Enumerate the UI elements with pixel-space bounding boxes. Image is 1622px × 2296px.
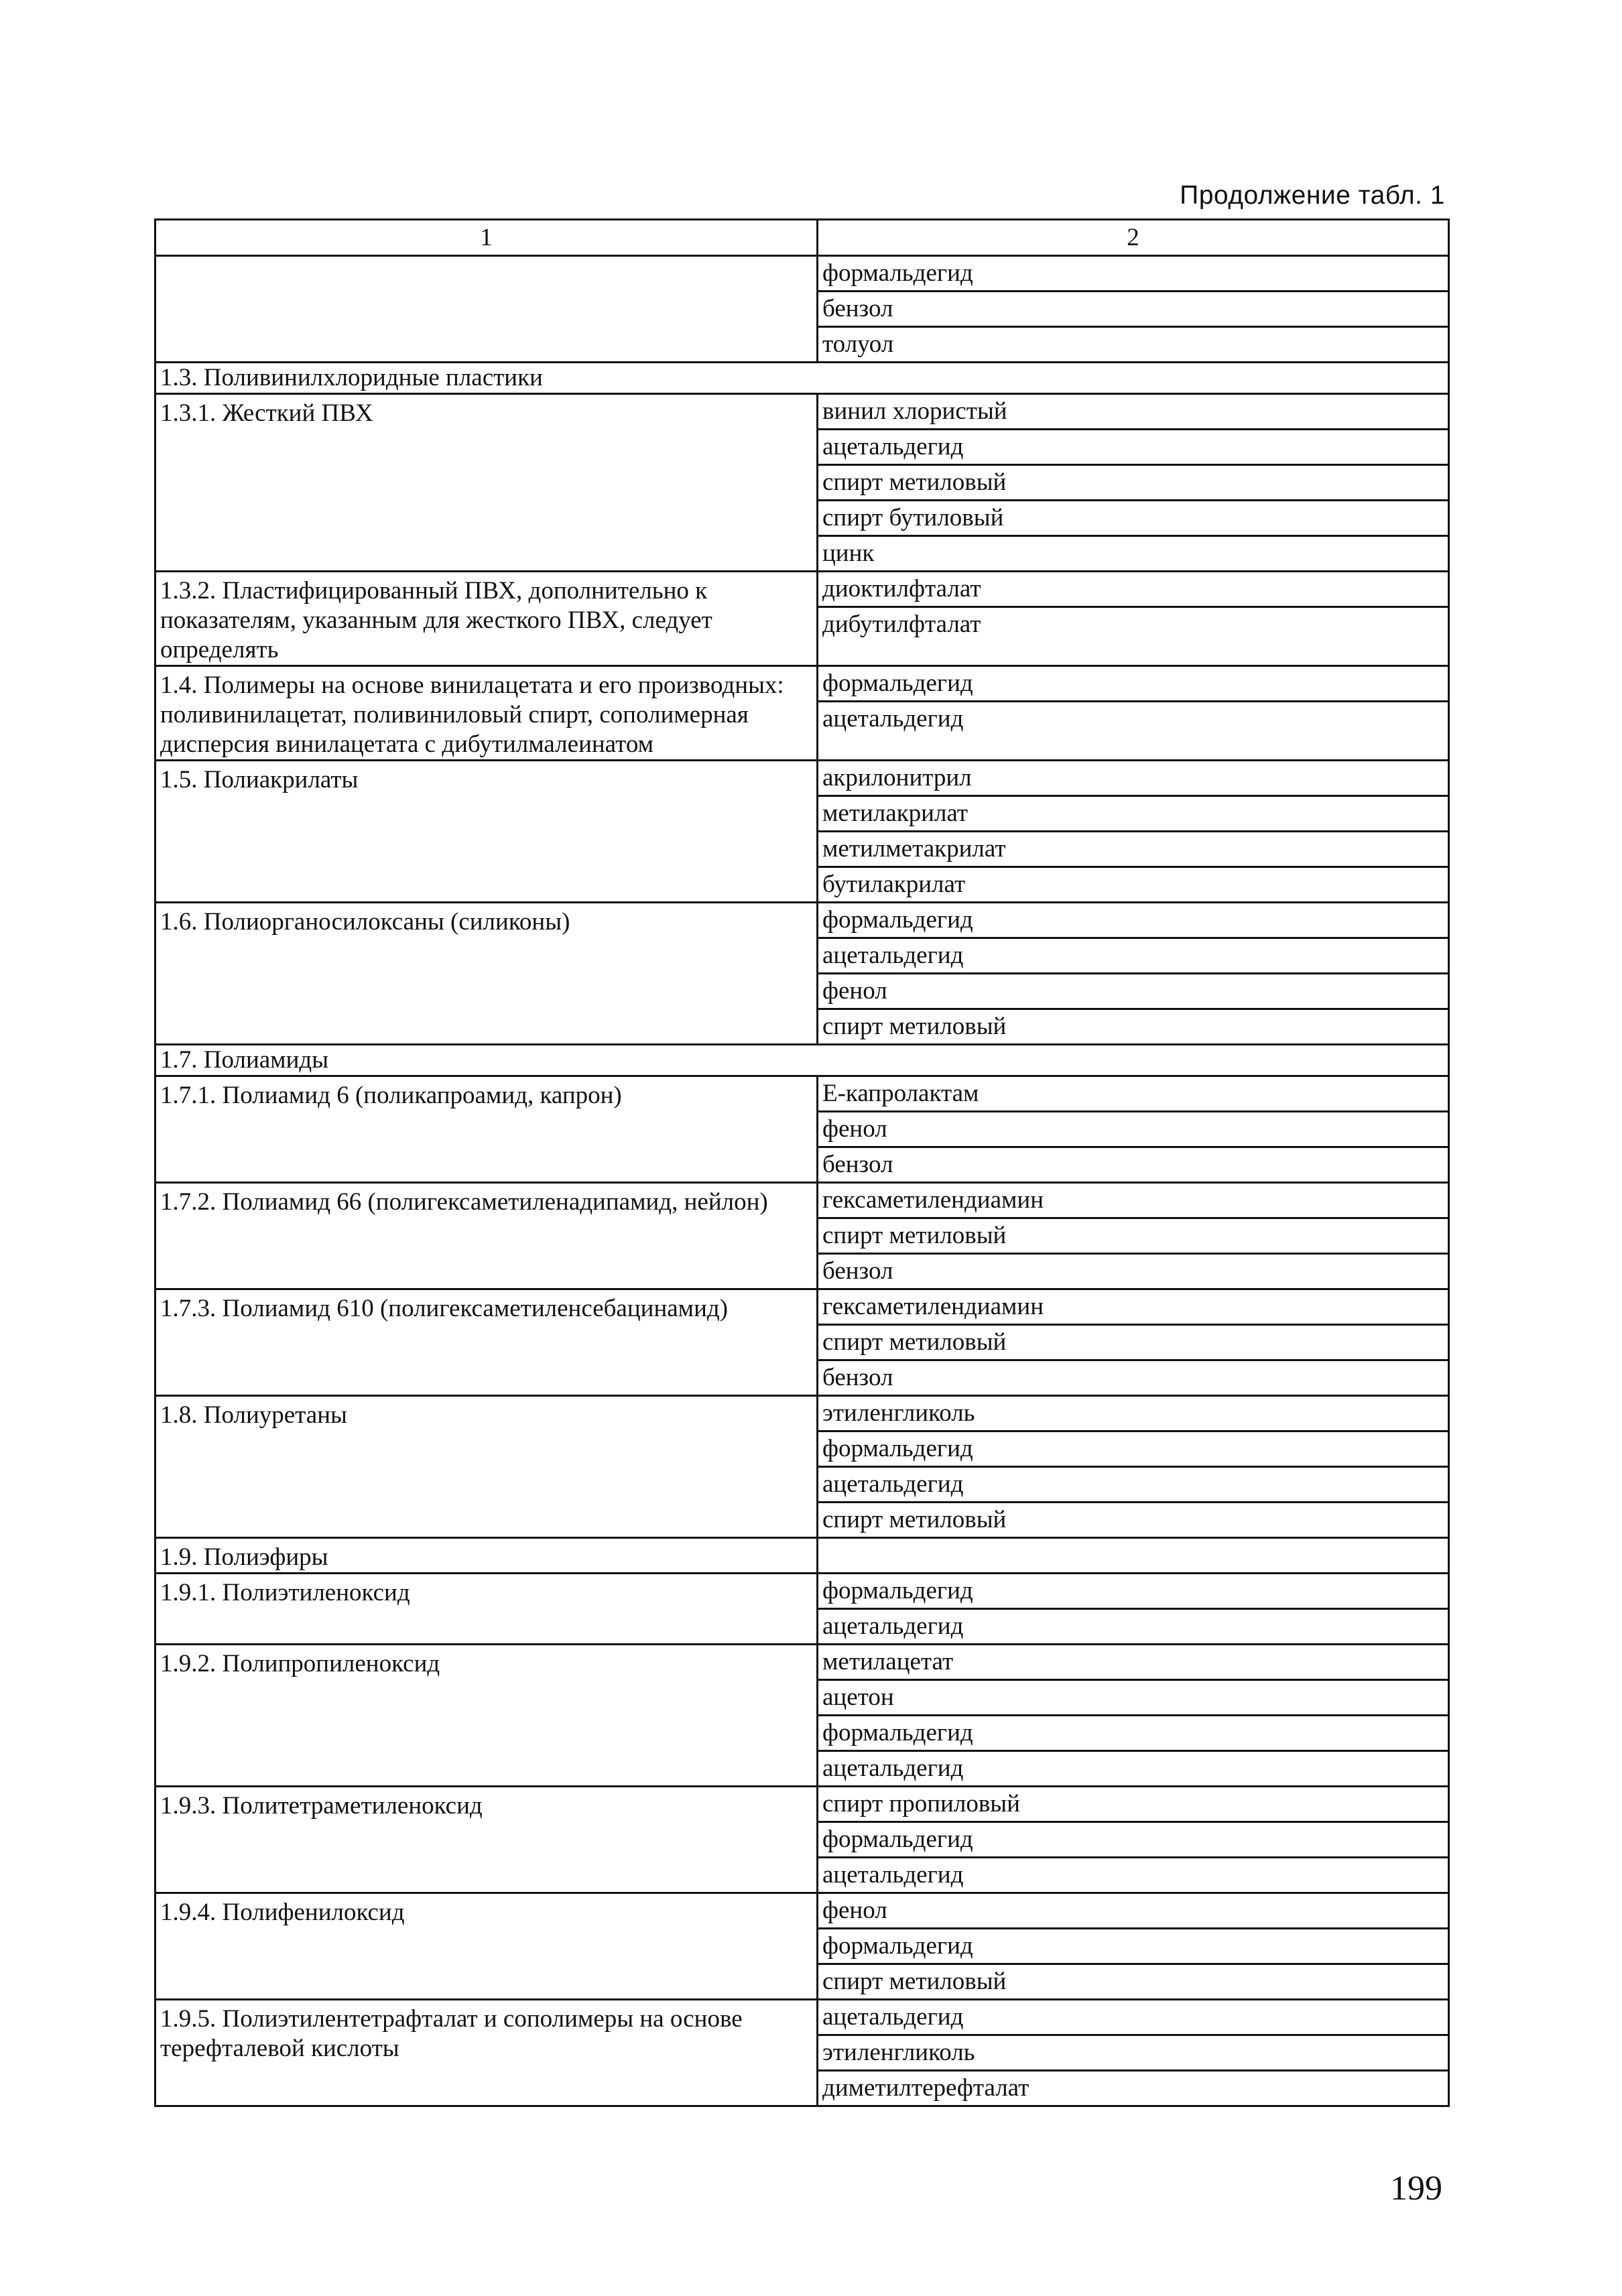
- substances-cell: [818, 1787, 1449, 1893]
- substance-item: Е-капролактам: [818, 1077, 1448, 1112]
- substance-item: ацетальдегид: [822, 1612, 964, 1640]
- substance-item: фенол: [818, 1894, 1448, 1929]
- material-cell: [155, 1289, 818, 1396]
- material-name: 1.7.1. Полиамид 6 (поликапроамид, капрон): [160, 1082, 622, 1109]
- material-cell: [155, 2000, 818, 2106]
- substance-item: дибутилфталат: [822, 611, 981, 638]
- substance-item: акрилонитрил: [818, 761, 1448, 797]
- substances-cell: [818, 1538, 1449, 1574]
- table-row: [155, 256, 1449, 363]
- section-heading: 1.3. Поливинилхлоридные пластики: [155, 363, 1449, 394]
- substance-item: спирт метиловый: [818, 1326, 1448, 1361]
- table-row: [155, 1183, 1449, 1289]
- substance-item: ацетальдегид: [818, 430, 1448, 466]
- material-name: 1.3.1. Жесткий ПВХ: [160, 399, 373, 427]
- material-name: 1.9.4. Полифенилоксид: [160, 1899, 405, 1926]
- material-name: 1.9.1. Полиэтиленоксид: [160, 1579, 410, 1606]
- substances-cell: [818, 394, 1449, 572]
- substance-item: формальдегид: [818, 1823, 1448, 1858]
- substance-item: цинк: [822, 539, 875, 567]
- substance-item: метилметакрилат: [818, 832, 1448, 868]
- table-row: [155, 666, 1449, 761]
- substance-item: ацетон: [818, 1681, 1448, 1716]
- substances-table: [154, 218, 1450, 2107]
- substance-item: гексаметилендиамин: [818, 1184, 1448, 1219]
- material-name: 1.9.5. Полиэтилентетрафталат и сополимеры на основе терефталевой кислоты: [160, 2005, 743, 2062]
- substance-item: спирт пропиловый: [818, 1787, 1448, 1823]
- substances-cell: [818, 1289, 1449, 1396]
- table-body: [155, 220, 1449, 2106]
- material-cell: [155, 394, 818, 572]
- table-row: [155, 903, 1449, 1045]
- section-row: [155, 1045, 1449, 1076]
- substance-item: формальдегид: [818, 1716, 1448, 1752]
- material-cell: [155, 572, 818, 666]
- material-cell: [155, 761, 818, 903]
- table-row: [155, 1787, 1449, 1893]
- table-row: [155, 1076, 1449, 1183]
- substance-item: бензол: [822, 1364, 893, 1391]
- substance-item: спирт бутиловый: [818, 501, 1448, 537]
- substance-item: формальдегид: [818, 1929, 1448, 1965]
- substance-item: формальдегид: [818, 903, 1448, 939]
- table-row: [155, 1574, 1449, 1645]
- substance-item: винил хлористый: [818, 395, 1448, 430]
- substance-item: формальдегид: [818, 1574, 1448, 1610]
- substance-item: ацетальдегид: [822, 1861, 964, 1889]
- substance-item: ацетальдегид: [818, 939, 1448, 974]
- table-header-row: [155, 220, 1449, 256]
- substances-cell: [818, 666, 1449, 761]
- material-name: 1.8. Полиуретаны: [160, 1401, 347, 1429]
- table-row: [155, 1893, 1449, 2000]
- substances-cell: [818, 1183, 1449, 1289]
- column-header-1: 1: [155, 220, 818, 256]
- substance-item: метилацетат: [818, 1645, 1448, 1681]
- material-cell: [155, 1396, 818, 1538]
- substances-cell: [818, 256, 1449, 363]
- substance-item: спирт метиловый: [822, 1968, 1007, 1995]
- substance-item: спирт метиловый: [822, 1013, 1007, 1040]
- material-name: 1.7.3. Полиамид 610 (полигексаметиленсебацинамид): [160, 1295, 729, 1322]
- substances-cell: [818, 1574, 1449, 1645]
- substance-item: фенол: [818, 1112, 1448, 1148]
- substances-cell: [818, 1893, 1449, 2000]
- substance-item: формальдегид: [818, 667, 1448, 702]
- material-name: 1.3.2. Пластифицированный ПВХ, дополнительно к показателям, указанным для жесткого ПВХ, следует определять: [160, 577, 712, 663]
- substance-item: этиленгликоль: [818, 2036, 1448, 2071]
- material-name: 1.4. Полимеры на основе винилацетата и его производных: поливинилацетат, поливиниловый спирт, сополимерная дисперсия винилацетата с дибутилмалеинатом: [160, 672, 784, 758]
- material-cell: [155, 1076, 818, 1183]
- material-name: 1.7.2. Полиамид 66 (полигексаметиленадипамид, нейлон): [160, 1188, 768, 1216]
- substances-cell: [818, 1396, 1449, 1538]
- material-name: 1.6. Полиорганосилоксаны (силиконы): [160, 908, 570, 936]
- substance-item: диоктилфталат: [818, 572, 1448, 608]
- column-header-2: 2: [818, 220, 1449, 256]
- material-cell: [155, 1893, 818, 2000]
- page-number: 199: [1390, 2169, 1442, 2208]
- material-cell: [155, 666, 818, 761]
- substance-item: метилакрилат: [818, 797, 1448, 832]
- substance-item: бутилакрилат: [822, 871, 966, 898]
- table-row: [155, 2000, 1449, 2106]
- substance-item: формальдегид: [818, 257, 1448, 292]
- section-row: [155, 363, 1449, 394]
- material-name: 1.9.2. Полипропиленоксид: [160, 1650, 440, 1677]
- table-row: [155, 1538, 1449, 1574]
- substance-item: спирт метиловый: [822, 1506, 1007, 1533]
- substance-item: фенол: [818, 974, 1448, 1010]
- substances-cell: [818, 1645, 1449, 1787]
- section-heading: 1.7. Полиамиды: [155, 1045, 1449, 1076]
- table-row: [155, 572, 1449, 666]
- substance-item: бензол: [822, 1151, 893, 1178]
- substances-cell: [818, 2000, 1449, 2106]
- substance-item: толуол: [822, 330, 894, 358]
- table-row: [155, 1645, 1449, 1787]
- material-cell: [155, 1645, 818, 1787]
- material-name: 1.9. Полиэфиры: [160, 1543, 328, 1571]
- substances-cell: [818, 903, 1449, 1045]
- substance-item: гексаметилендиамин: [818, 1290, 1448, 1326]
- material-name: 1.9.3. Политетраметиленоксид: [160, 1792, 483, 1820]
- substance-item: ацетальдегид: [822, 705, 964, 732]
- material-name: [160, 257, 812, 261]
- table-row: [155, 1396, 1449, 1538]
- material-name: 1.5. Полиакрилаты: [160, 766, 359, 793]
- table-row: [155, 394, 1449, 572]
- substances-cell: [818, 761, 1449, 903]
- substance-item: [818, 1539, 1448, 1572]
- substance-item: этиленгликоль: [818, 1397, 1448, 1432]
- substance-item: формальдегид: [818, 1432, 1448, 1468]
- substance-item: ацетальдегид: [818, 2000, 1448, 2036]
- table-row: [155, 1289, 1449, 1396]
- substance-item: бензол: [818, 292, 1448, 328]
- substance-item: диметилтерефталат: [822, 2074, 1030, 2102]
- table-row: [155, 761, 1449, 903]
- material-cell: [155, 1538, 818, 1574]
- material-cell: [155, 1183, 818, 1289]
- substance-item: спирт метиловый: [818, 466, 1448, 501]
- material-cell: [155, 1574, 818, 1645]
- material-cell: [155, 256, 818, 363]
- substance-item: бензол: [822, 1257, 893, 1285]
- material-cell: [155, 903, 818, 1045]
- table-caption: Продолжение табл. 1: [1180, 181, 1445, 210]
- material-cell: [155, 1787, 818, 1893]
- substance-item: спирт метиловый: [818, 1219, 1448, 1255]
- substance-item: ацетальдегид: [822, 1755, 964, 1782]
- substance-item: ацетальдегид: [818, 1468, 1448, 1503]
- substances-cell: [818, 1076, 1449, 1183]
- substances-cell: [818, 572, 1449, 666]
